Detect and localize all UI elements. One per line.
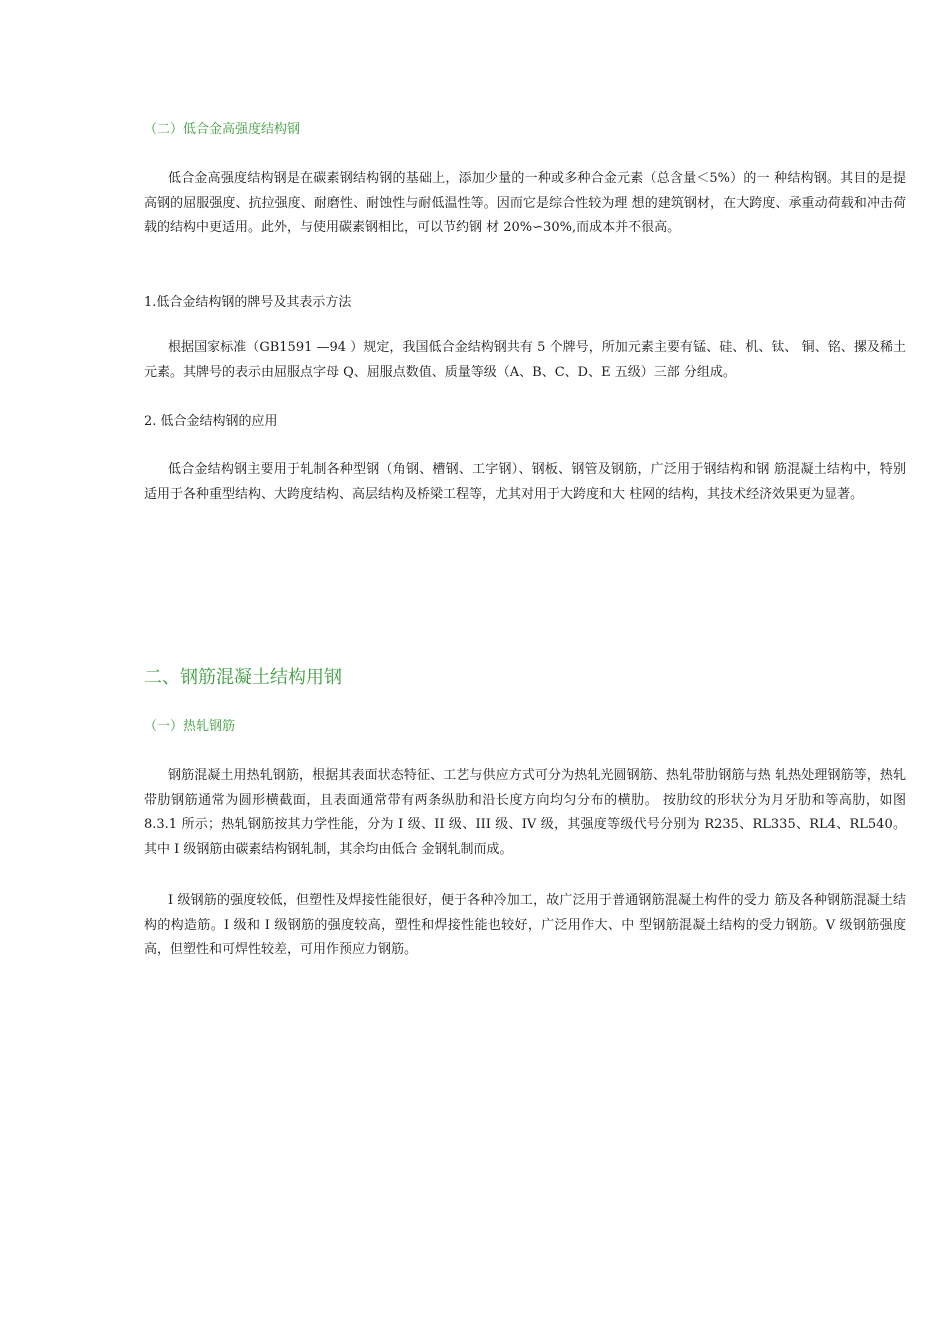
item-heading-applications: 2. 低合金结构钢的应用	[144, 414, 278, 429]
paragraph-hot-rolled-rebar-types: 钢筋混凝土用热轧钢筋，根据其表面状态特征、工艺与供应方式可分为热轧光圆钢筋、热轧带肋钢筋与热 轧热处理钢筋等，热轧带肋钢筋通常为圆形横截面，且表面通常带有两条纵肋和沿长度方向均匀分布的横肋。 按肋纹的形状分为月牙肋和等高肋，如图 8.3.1 所示；热轧钢筋按其力学性能，分为 I 级、II 级、III 级、IV 级，其强度等级代号分别为 R235、RL335、RL4、RL540。其中 I 级钢筋由碳素结构钢轧制，其余均由低合 金钢轧制而成。	[144, 768, 906, 857]
item-heading-grades-notation: 1.低合金结构钢的牌号及其表示方法	[144, 295, 352, 310]
section-heading-rebar-steel: 二、钢筋混凝土结构用钢	[144, 667, 342, 688]
paragraph-low-alloy-intro: 低合金高强度结构钢是在碳素钢结构钢的基础上，添加少量的一种或多种合金元素（总含量＜5%）的一 种结构钢。其目的是提高钢的屈服强度、抗拉强度、耐磨性、耐蚀性与耐低温性等。因而它是综合性较为理 想的建筑钢材，在大跨度、承重动荷载和冲击荷载的结构中更适用。此外，与使用碳素钢相比，可以节约钢 材 20%∽30%,而成本并不很高。	[144, 171, 906, 235]
paragraph-applications: 低合金结构钢主要用于轧制各种型钢（角钢、槽钢、工字钢）、钢板、钢管及钢筋，广泛用于钢结构和钢 筋混凝土结构中，特别适用于各种重型结构、大跨度结构、高层结构及桥梁工程等，尤其对用于大跨度和大 柱网的结构，其技术经济效果更为显著。	[144, 462, 906, 502]
section-heading-low-alloy-steel: （二）低合金高强度结构钢	[144, 122, 301, 137]
paragraph-rebar-grade-properties: I 级钢筋的强度较低，但塑性及焊接性能很好，便于各种冷加工，故广泛用于普通钢筋混凝土构件的受力 筋及各种钢筋混凝土结构的构造筋。I 级和 I 级钢筋的强度较高，塑性和焊接性能也较好，广泛用作大、中 型钢筋混凝土结构的受力钢筋。V 级钢筋强度高，但塑性和可焊性较差，可用作预应力钢筋。	[144, 893, 906, 957]
paragraph-grades-notation: 根据国家标准（GB1591 —94 ）规定，我国低合金结构钢共有 5 个牌号，所加元素主要有锰、硅、机、钛、 铜、铭、摞及稀土元素。其牌号的表示由屈服点字母 Q、屈服点数值、质量等级（A、B、C、D、E 五级）三部 分组成。	[144, 340, 906, 380]
sub-heading-hot-rolled-rebar: （一）热轧钢筋	[144, 719, 236, 734]
